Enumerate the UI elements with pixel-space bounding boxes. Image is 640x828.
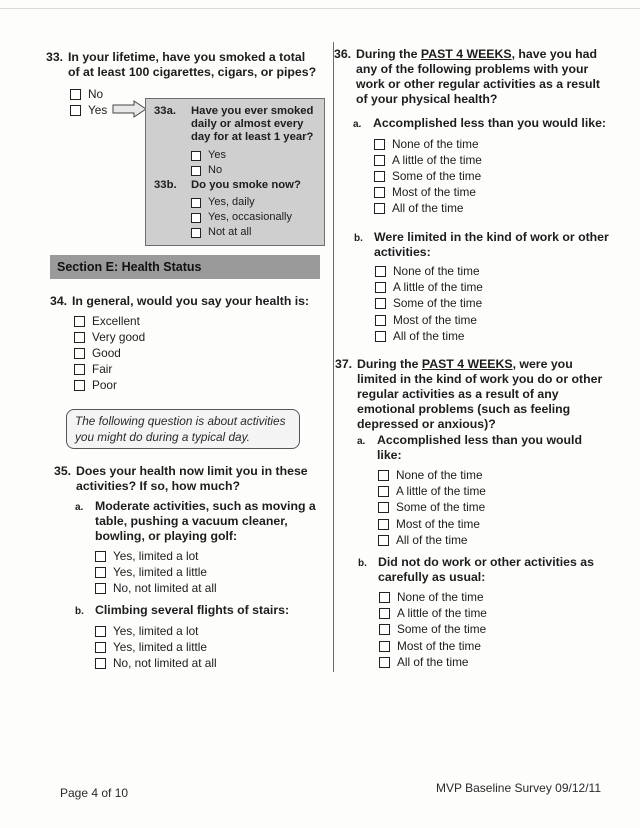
- checkbox-icon[interactable]: [70, 89, 81, 100]
- q37b-option-little[interactable]: A little of the time: [379, 606, 487, 621]
- q37a-option-little[interactable]: A little of the time: [378, 484, 486, 499]
- q37a-option-most[interactable]: Most of the time: [378, 517, 480, 532]
- q37a-text: a. Accomplished less than you would like:: [357, 433, 582, 462]
- checkbox-icon[interactable]: [191, 166, 201, 176]
- section-e-header: Section E: Health Status: [50, 255, 320, 279]
- q36a-text: a. Accomplished less than you would like:: [353, 116, 607, 130]
- top-rule: [0, 8, 640, 9]
- q36a-letter: a.: [353, 119, 362, 130]
- checkbox-icon[interactable]: [375, 266, 386, 277]
- checkbox-icon[interactable]: [378, 535, 389, 546]
- q33b-text: Do you smoke now?: [191, 179, 301, 191]
- checkbox-icon[interactable]: [95, 658, 106, 669]
- q33-text: 33. In your lifetime, have you smoked a total of at least 100 cigarettes, cigars, or pipes?: [46, 50, 317, 79]
- q37b-letter: b.: [358, 558, 367, 569]
- q36b-option-all[interactable]: All of the time: [375, 329, 464, 344]
- checkbox-icon[interactable]: [95, 583, 106, 594]
- q36b-letter: b.: [354, 233, 363, 244]
- q34-option-excellent[interactable]: Excellent: [74, 314, 140, 329]
- checkbox-icon[interactable]: [74, 380, 85, 391]
- q36b-option-most[interactable]: Most of the time: [375, 313, 477, 328]
- q35a-letter: a.: [75, 502, 84, 513]
- q35a-option-little[interactable]: Yes, limited a little: [95, 565, 207, 580]
- q33-number: 33.: [46, 50, 64, 64]
- checkbox-icon[interactable]: [379, 608, 390, 619]
- activities-note: The following question is about activities you might do during a typical day.: [66, 409, 300, 449]
- q36b-option-little[interactable]: A little of the time: [375, 280, 483, 295]
- q33a-option-no[interactable]: No: [191, 164, 222, 177]
- q36a-option-some[interactable]: Some of the time: [374, 169, 481, 184]
- checkbox-icon[interactable]: [375, 315, 386, 326]
- q37b-option-none[interactable]: None of the time: [379, 590, 484, 605]
- q37a-option-some[interactable]: Some of the time: [378, 500, 485, 515]
- q35-text: 35. Does your health now limit you in these activities? If so, how much?: [54, 464, 308, 493]
- checkbox-icon[interactable]: [95, 567, 106, 578]
- checkbox-icon[interactable]: [379, 624, 390, 635]
- q36a-option-little[interactable]: A little of the time: [374, 153, 482, 168]
- checkbox-icon[interactable]: [70, 105, 81, 116]
- checkbox-icon[interactable]: [379, 657, 390, 668]
- q36a-option-none[interactable]: None of the time: [374, 137, 479, 152]
- checkbox-icon[interactable]: [378, 470, 389, 481]
- checkbox-icon[interactable]: [74, 316, 85, 327]
- q37a-option-all[interactable]: All of the time: [378, 533, 467, 548]
- checkbox-icon[interactable]: [374, 139, 385, 150]
- q35a-text: a. Moderate activities, such as moving a table, pushing a vacuum cleaner, bowling, or playing golf:: [75, 499, 316, 543]
- q36b-option-none[interactable]: None of the time: [375, 264, 480, 279]
- checkbox-icon[interactable]: [191, 213, 201, 223]
- checkbox-icon[interactable]: [379, 641, 390, 652]
- q35b-option-little[interactable]: Yes, limited a little: [95, 640, 207, 655]
- q33b-option-daily[interactable]: Yes, daily: [191, 196, 255, 209]
- q34-text: 34. In general, would you say your health is:: [50, 294, 310, 308]
- q34-number: 34.: [50, 294, 68, 308]
- checkbox-icon[interactable]: [378, 486, 389, 497]
- q33b-label: 33b.: [154, 179, 177, 191]
- q33b-option-occasionally[interactable]: Yes, occasionally: [191, 211, 292, 224]
- checkbox-icon[interactable]: [74, 348, 85, 359]
- checkbox-icon[interactable]: [74, 364, 85, 375]
- q37b-option-some[interactable]: Some of the time: [379, 622, 486, 637]
- q33b-option-not-at-all[interactable]: Not at all: [191, 226, 251, 239]
- q34-option-fair[interactable]: Fair: [74, 362, 112, 377]
- q33a-text: Have you ever smoked daily or almost every day for at least 1 year?: [191, 105, 314, 143]
- checkbox-icon[interactable]: [191, 151, 201, 161]
- q34-option-very-good[interactable]: Very good: [74, 330, 145, 345]
- checkbox-icon[interactable]: [379, 592, 390, 603]
- q37a-option-none[interactable]: None of the time: [378, 468, 483, 483]
- q35a-option-lot[interactable]: Yes, limited a lot: [95, 549, 198, 564]
- checkbox-icon[interactable]: [95, 642, 106, 653]
- checkbox-icon[interactable]: [375, 331, 386, 342]
- q33a-label: 33a.: [154, 105, 176, 117]
- checkbox-icon[interactable]: [374, 155, 385, 166]
- q37b-option-all[interactable]: All of the time: [379, 655, 468, 670]
- checkbox-icon[interactable]: [74, 332, 85, 343]
- q34-option-good[interactable]: Good: [74, 346, 121, 361]
- checkbox-icon[interactable]: [191, 228, 201, 238]
- q36a-option-most[interactable]: Most of the time: [374, 185, 476, 200]
- arrow-right-icon: [112, 100, 148, 118]
- q35b-option-lot[interactable]: Yes, limited a lot: [95, 624, 198, 639]
- q33-option-yes[interactable]: Yes: [70, 103, 107, 118]
- q35b-text: b. Climbing several flights of stairs:: [75, 603, 290, 617]
- q36b-option-some[interactable]: Some of the time: [375, 296, 482, 311]
- checkbox-icon[interactable]: [95, 626, 106, 637]
- q33-followup-box: [145, 98, 325, 246]
- checkbox-icon[interactable]: [378, 502, 389, 513]
- q34-option-poor[interactable]: Poor: [74, 378, 117, 393]
- q35b-option-not-limited[interactable]: No, not limited at all: [95, 656, 217, 671]
- q37b-option-most[interactable]: Most of the time: [379, 639, 481, 654]
- checkbox-icon[interactable]: [374, 187, 385, 198]
- checkbox-icon[interactable]: [95, 551, 106, 562]
- q35-number: 35.: [54, 464, 72, 478]
- page-number: Page 4 of 10: [60, 786, 129, 800]
- q33a-option-yes[interactable]: Yes: [191, 149, 226, 162]
- q37-number: 37.: [335, 357, 353, 371]
- q37a-letter: a.: [357, 436, 366, 447]
- q36-text: 36. During the PAST 4 WEEKS, have you had any of the following problems with your work or other regular activities as a result of your physical health?: [334, 47, 600, 106]
- checkbox-icon[interactable]: [375, 282, 386, 293]
- q36-number: 36.: [334, 47, 352, 61]
- checkbox-icon[interactable]: [191, 198, 201, 208]
- q35b-letter: b.: [75, 606, 84, 617]
- q37-text: 37. During the PAST 4 WEEKS, were you limited in the kind of work you do or other regular activities as a result of any emotional problems (such as feeling depressed or anxious)?: [335, 357, 603, 431]
- q33-option-no[interactable]: No: [70, 87, 103, 102]
- checkbox-icon[interactable]: [374, 203, 385, 214]
- q36a-option-all[interactable]: All of the time: [374, 201, 463, 216]
- column-divider: [333, 42, 334, 672]
- checkbox-icon[interactable]: [378, 519, 389, 530]
- q35a-option-not-limited[interactable]: No, not limited at all: [95, 581, 217, 596]
- survey-id: MVP Baseline Survey 09/12/11: [436, 781, 601, 795]
- checkbox-icon[interactable]: [375, 298, 386, 309]
- q37b-text: b. Did not do work or other activities as carefully as usual:: [358, 555, 594, 584]
- q36b-text: b. Were limited in the kind of work or other activities:: [354, 230, 609, 259]
- checkbox-icon[interactable]: [374, 171, 385, 182]
